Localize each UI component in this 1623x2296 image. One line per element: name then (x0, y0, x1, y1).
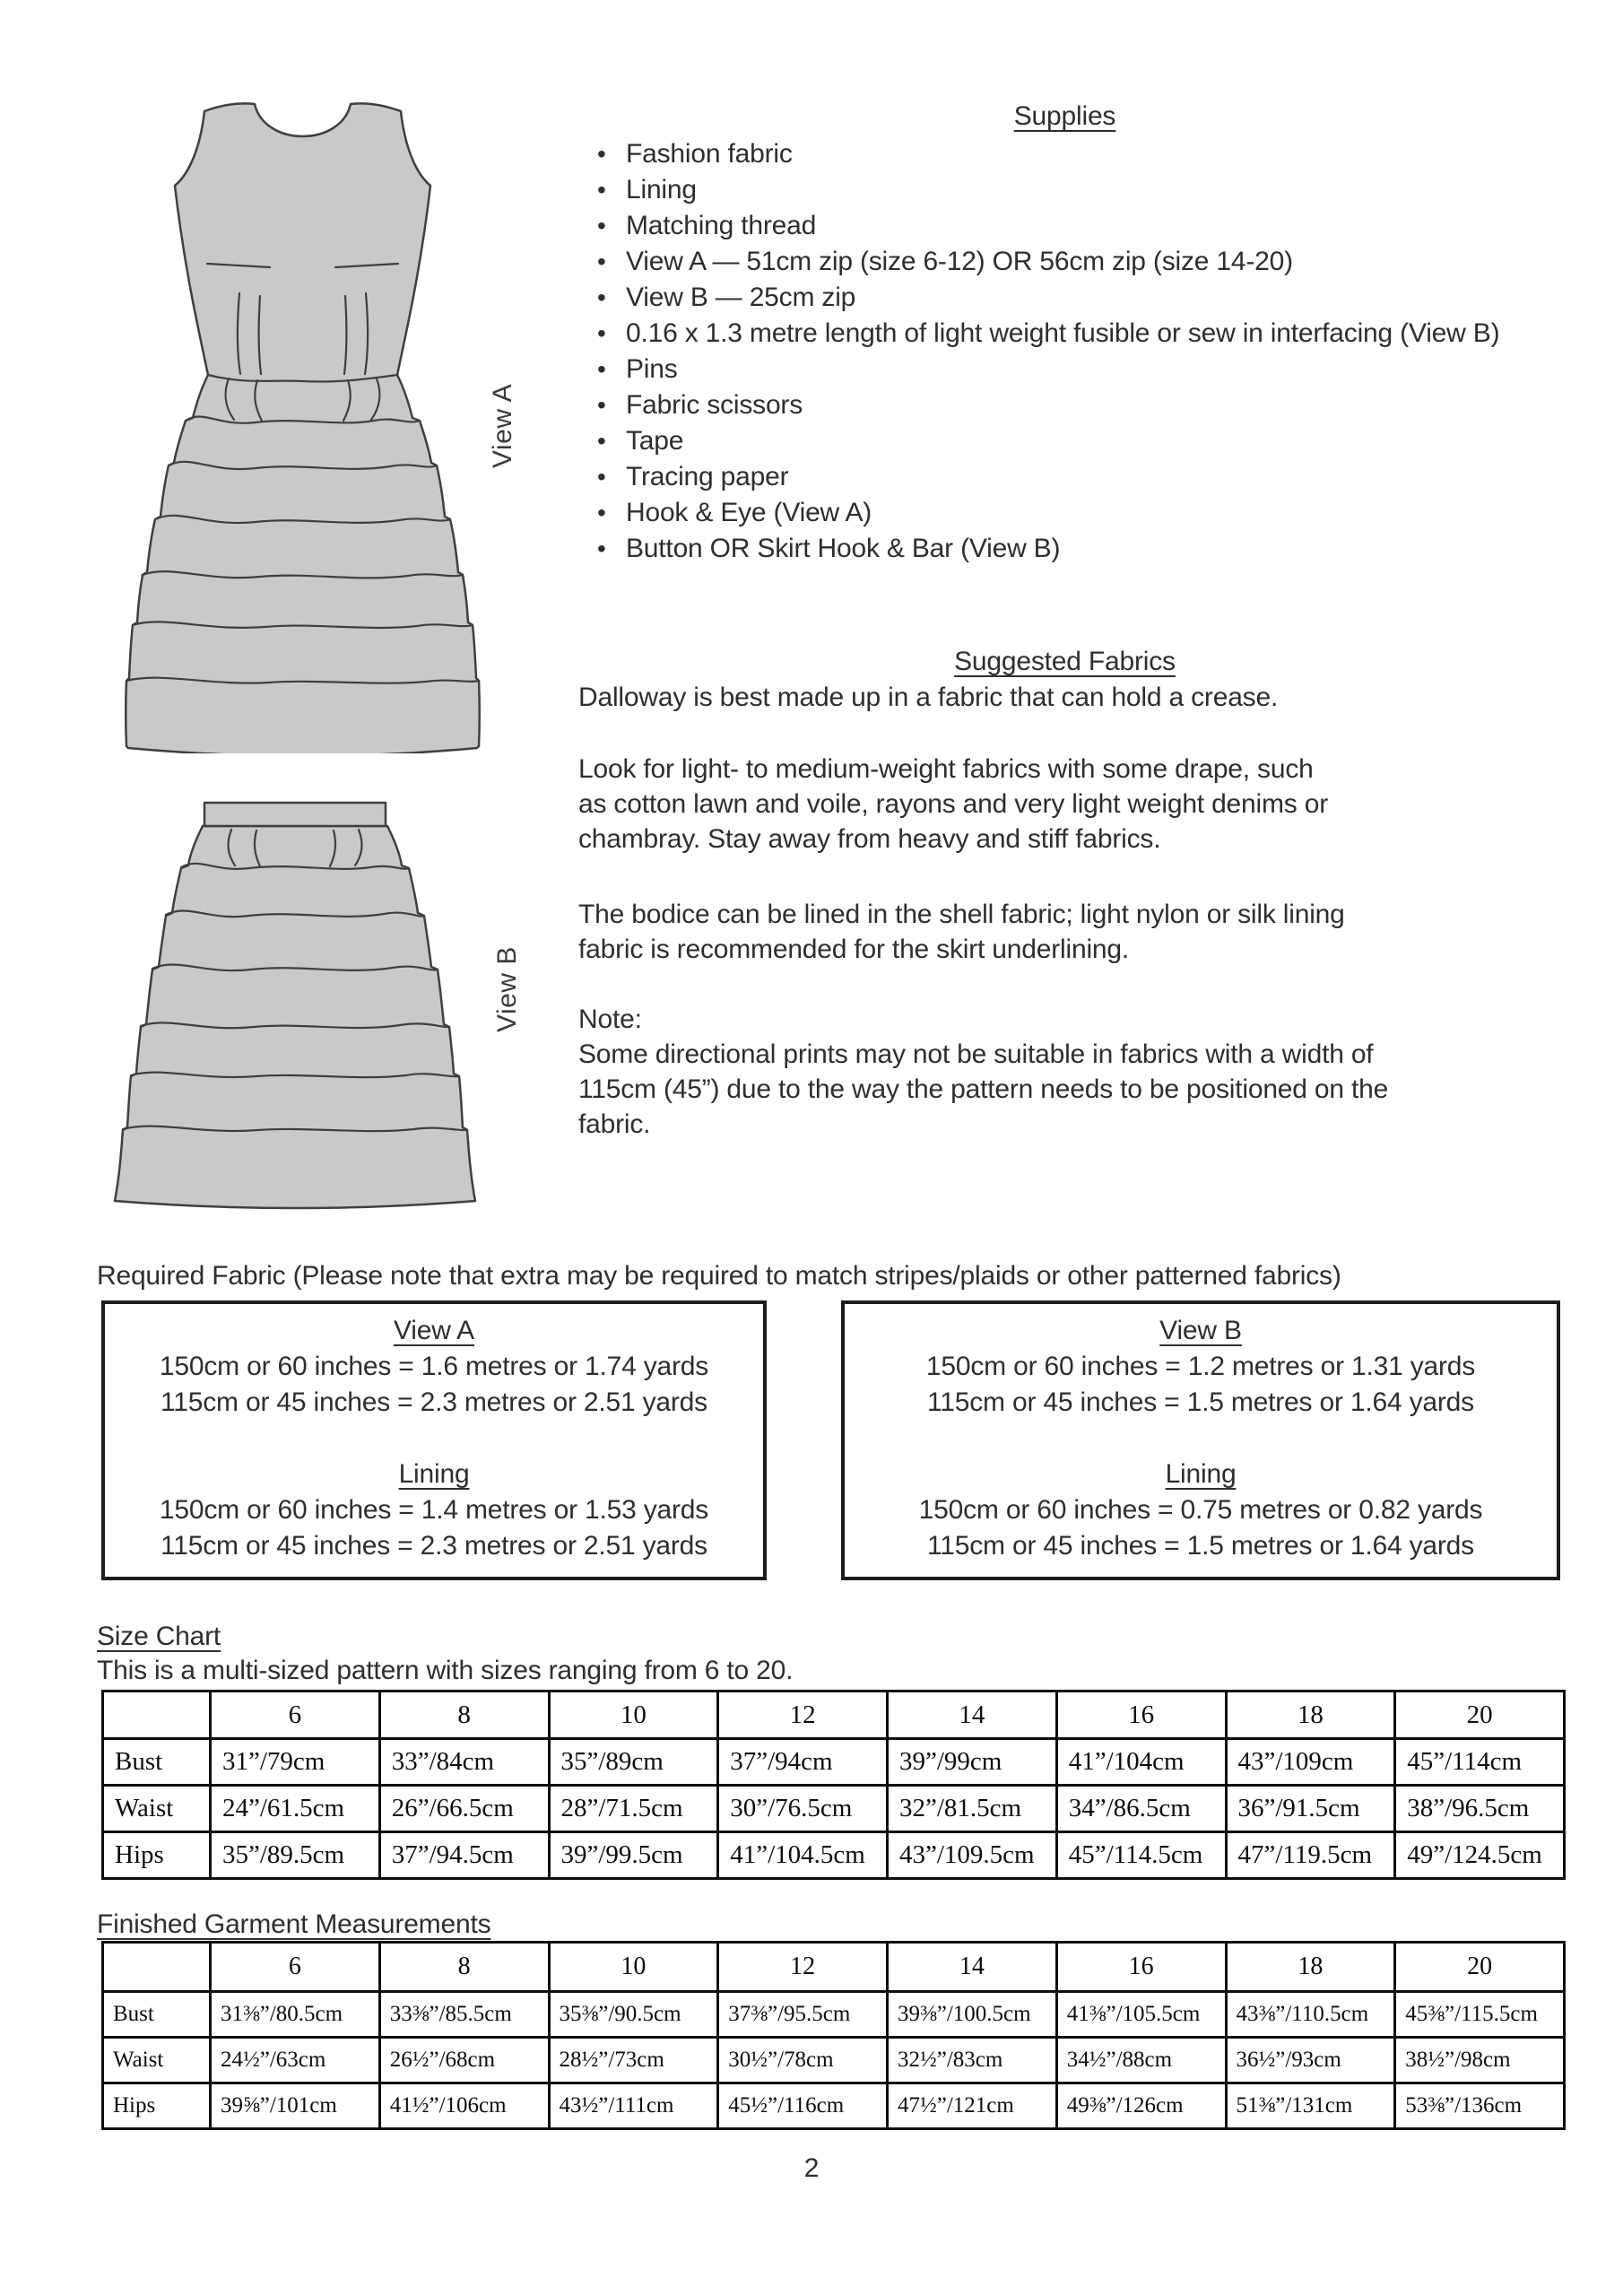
measurement-cell: 24”/61.5cm (211, 1786, 380, 1832)
supplies-item: • Tracing paper (565, 459, 1565, 495)
measurement-cell: 34½”/88cm (1056, 2038, 1226, 2083)
box-a-lining-line1: 150cm or 60 inches = 1.4 metres or 1.53 yards (159, 1495, 709, 1525)
size-column-header: 16 (1056, 1943, 1226, 1992)
measurement-cell: 45½”/116cm (718, 2083, 888, 2129)
suggested-fabrics-title: Suggested Fabrics (954, 647, 1176, 676)
measurement-cell: 43⅜”/110.5cm (1226, 1992, 1395, 2038)
view-b-illustration (106, 801, 502, 1215)
measurement-cell: 49”/124.5cm (1395, 1832, 1565, 1879)
size-column-header: 6 (211, 1692, 380, 1739)
supplies-item: • Hook & Eye (View A) (565, 495, 1565, 531)
size-column-header: 18 (1226, 1692, 1395, 1739)
measurement-cell: 45”/114.5cm (1056, 1832, 1226, 1879)
size-column-header: 8 (379, 1692, 549, 1739)
measurement-cell: 47”/119.5cm (1226, 1832, 1395, 1879)
size-column-header: 6 (211, 1943, 380, 1992)
supplies-item: • Matching thread (565, 208, 1565, 244)
measurement-cell: 31”/79cm (211, 1739, 380, 1786)
size-chart-subtitle: This is a multi-sized pattern with sizes ranging from 6 to 20. (97, 1656, 794, 1685)
measurement-cell: 35”/89cm (549, 1739, 718, 1786)
suggested-fabrics-para3: The bodice can be lined in the shell fabric; light nylon or silk lining fabric is recommended for the skirt underlining. (578, 900, 1345, 964)
measurement-cell: 24½”/63cm (211, 2038, 380, 2083)
measurement-cell: 53⅜”/136cm (1395, 2083, 1565, 2129)
fabric-note: Note: Some directional prints may not be suitable in fabrics with a width of 115cm (45”) due to the way the pattern needs to be positioned on the fabric. (578, 1004, 1389, 1139)
row-label: Waist (103, 2038, 211, 2083)
box-b-lining-line1: 150cm or 60 inches = 0.75 metres or 0.82 yards (918, 1495, 1483, 1525)
table-row (103, 1739, 1565, 1786)
supplies-item: • Fabric scissors (565, 387, 1565, 423)
measurement-cell: 34”/86.5cm (1056, 1786, 1226, 1832)
box-b-lining-line2: 115cm or 45 inches = 1.5 metres or 1.64 yards (927, 1531, 1474, 1561)
size-chart-table (101, 1690, 1566, 1880)
measurement-cell: 39⅝”/101cm (211, 2083, 380, 2129)
supplies-item: • Lining (565, 172, 1565, 208)
view-b-label: View B (492, 946, 522, 1032)
supplies-item: • Button OR Skirt Hook & Bar (View B) (565, 531, 1565, 567)
box-a-spacer (105, 1421, 763, 1457)
finished-measurements-title: Finished Garment Measurements (97, 1909, 491, 1939)
measurement-cell: 47½”/121cm (888, 2083, 1057, 2129)
box-b-title: View B (1159, 1316, 1242, 1345)
measurement-cell: 30”/76.5cm (718, 1786, 888, 1832)
measurement-cell: 38”/96.5cm (1395, 1786, 1565, 1832)
finished-measurements-table (101, 1941, 1566, 2130)
supplies-item: • Tape (565, 423, 1565, 459)
box-a-title: View A (394, 1316, 474, 1345)
skirt-view-b-drawing (106, 801, 502, 1215)
measurement-cell: 28”/71.5cm (549, 1786, 718, 1832)
size-column-header: 14 (888, 1692, 1057, 1739)
suggested-fabrics-para1: Dalloway is best made up in a fabric that can hold a crease. (578, 683, 1279, 712)
measurement-cell: 37”/94cm (718, 1739, 888, 1786)
required-fabric-box-view-a (101, 1300, 767, 1580)
supplies-item: • View A — 51cm zip (size 6-12) OR 56cm zip (size 14-20) (565, 244, 1565, 280)
size-column-header (103, 1943, 211, 1992)
table-row (103, 2038, 1565, 2083)
supplies-list (565, 136, 1565, 567)
measurement-cell: 41⅜”/105.5cm (1056, 1992, 1226, 2038)
measurement-cell: 36½”/93cm (1226, 2038, 1395, 2083)
measurement-cell: 43”/109cm (1226, 1739, 1395, 1786)
suggested-fabrics-para2: Look for light- to medium-weight fabrics with some drape, such as cotton lawn and voile, rayons and very light weight denims or chambray. Stay away from heavy and stiff fabrics. (578, 754, 1328, 854)
row-label: Bust (103, 1992, 211, 2038)
measurement-cell: 31⅜”/80.5cm (211, 1992, 380, 2038)
table-row (103, 2083, 1565, 2129)
measurement-cell: 41½”/106cm (379, 2083, 549, 2129)
measurement-cell: 45⅜”/115.5cm (1395, 1992, 1565, 2038)
row-label: Hips (103, 2083, 211, 2129)
table-row (103, 1786, 1565, 1832)
measurement-cell: 33”/84cm (379, 1739, 549, 1786)
measurement-cell: 26½”/68cm (379, 2038, 549, 2083)
measurement-cell: 41”/104cm (1056, 1739, 1226, 1786)
box-b-line1: 150cm or 60 inches = 1.2 metres or 1.31 yards (925, 1352, 1476, 1381)
required-fabric-box-view-b (841, 1300, 1560, 1580)
measurement-cell: 39⅜”/100.5cm (888, 1992, 1057, 2038)
table-row (103, 1992, 1565, 2038)
row-label: Bust (103, 1739, 211, 1786)
measurement-cell: 41”/104.5cm (718, 1832, 888, 1879)
supplies-item: • View B — 25cm zip (565, 280, 1565, 316)
box-b-lining-title: Lining (1165, 1459, 1237, 1489)
size-column-header: 20 (1395, 1692, 1565, 1739)
supplies-item: • Pins (565, 352, 1565, 387)
page-number: 2 (803, 2153, 820, 2183)
size-column-header: 10 (549, 1692, 718, 1739)
dress-view-a-drawing (121, 100, 484, 753)
table-row (103, 1832, 1565, 1879)
measurement-cell: 26”/66.5cm (379, 1786, 549, 1832)
measurement-cell: 39”/99.5cm (549, 1832, 718, 1879)
box-a-lining-line2: 115cm or 45 inches = 2.3 metres or 2.51 yards (161, 1531, 707, 1561)
size-column-header (103, 1692, 211, 1739)
box-a-lining-title: Lining (398, 1459, 470, 1489)
size-column-header: 18 (1226, 1943, 1395, 1992)
box-b-spacer (845, 1421, 1557, 1457)
size-column-header: 12 (718, 1692, 888, 1739)
measurement-cell: 35⅜”/90.5cm (549, 1992, 718, 2038)
measurement-cell: 28½”/73cm (549, 2038, 718, 2083)
box-a-line2: 115cm or 45 inches = 2.3 metres or 2.51 yards (161, 1387, 707, 1417)
measurement-cell: 43½”/111cm (549, 2083, 718, 2129)
box-b-line2: 115cm or 45 inches = 1.5 metres or 1.64 yards (927, 1387, 1474, 1417)
size-column-header: 10 (549, 1943, 718, 1992)
size-chart-title: Size Chart (97, 1622, 221, 1651)
measurement-cell: 37⅜”/95.5cm (718, 1992, 888, 2038)
view-a-label: View A (488, 383, 517, 469)
size-column-header: 12 (718, 1943, 888, 1992)
row-label: Hips (103, 1832, 211, 1879)
size-column-header: 20 (1395, 1943, 1565, 1992)
supplies-item: • 0.16 x 1.3 metre length of light weight fusible or sew in interfacing (View B) (565, 316, 1565, 352)
measurement-cell: 39”/99cm (888, 1739, 1057, 1786)
measurement-cell: 35”/89.5cm (211, 1832, 380, 1879)
view-a-illustration (121, 100, 484, 753)
size-column-header: 8 (379, 1943, 549, 1992)
measurement-cell: 49⅜”/126cm (1056, 2083, 1226, 2129)
measurement-cell: 37”/94.5cm (379, 1832, 549, 1879)
supplies-title: Supplies (1013, 101, 1116, 131)
measurement-cell: 38½”/98cm (1395, 2038, 1565, 2083)
size-column-header: 16 (1056, 1692, 1226, 1739)
measurement-cell: 51⅜”/131cm (1226, 2083, 1395, 2129)
measurement-cell: 30½”/78cm (718, 2038, 888, 2083)
size-column-header: 14 (888, 1943, 1057, 1992)
required-fabric-heading: Required Fabric (Please note that extra may be required to match stripes/plaids or other patterned fabrics) (97, 1261, 1341, 1291)
measurement-cell: 36”/91.5cm (1226, 1786, 1395, 1832)
measurement-cell: 43”/109.5cm (888, 1832, 1057, 1879)
measurement-cell: 32”/81.5cm (888, 1786, 1057, 1832)
row-label: Waist (103, 1786, 211, 1832)
measurement-cell: 32½”/83cm (888, 2038, 1057, 2083)
measurement-cell: 33⅜”/85.5cm (379, 1992, 549, 2038)
box-a-line1: 150cm or 60 inches = 1.6 metres or 1.74 yards (159, 1352, 709, 1381)
measurement-cell: 45”/114cm (1395, 1739, 1565, 1786)
supplies-item: • Fashion fabric (565, 136, 1565, 172)
